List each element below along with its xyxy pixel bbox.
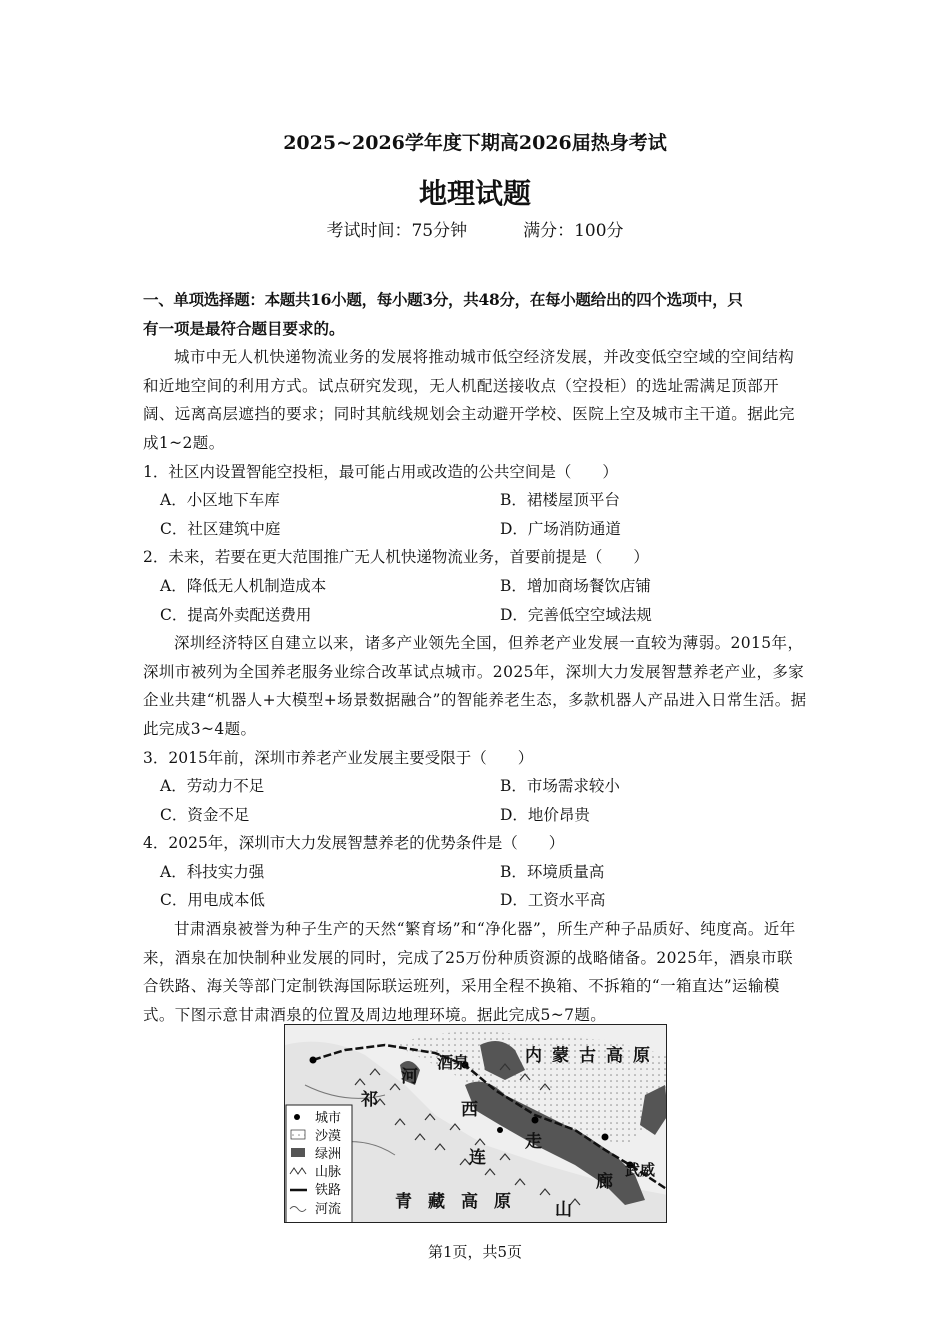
option[interactable]: A．小区地下车库 bbox=[160, 491, 280, 510]
city-dot bbox=[497, 1127, 503, 1133]
legend-city-icon bbox=[294, 1114, 300, 1120]
question-options bbox=[143, 486, 807, 543]
option[interactable]: C．资金不足 bbox=[160, 805, 250, 824]
subject-title: 地理试题 bbox=[418, 177, 531, 210]
city-dot bbox=[602, 1134, 609, 1141]
qilian-label: 连 bbox=[469, 1148, 486, 1168]
option[interactable]: C．用电成本低 bbox=[160, 891, 265, 910]
legend-desert-icon bbox=[291, 1130, 305, 1139]
question-stem: 2．未来，若要在更大范围推广无人机快递物流业务，首要前提是（ ） bbox=[143, 548, 649, 567]
corridor-label: 西 bbox=[461, 1100, 478, 1120]
option[interactable]: D．广场消防通道 bbox=[500, 519, 621, 538]
corridor-label: 走 bbox=[525, 1132, 542, 1152]
qilian-label: 祁 bbox=[361, 1090, 378, 1110]
city-label-jiuquan: 酒泉 bbox=[437, 1053, 470, 1072]
exam-score: 满分：100分 bbox=[523, 221, 624, 241]
option[interactable]: A．劳动力不足 bbox=[160, 777, 265, 796]
legend-label: 铁路 bbox=[315, 1183, 342, 1198]
option[interactable]: B．市场需求较小 bbox=[500, 777, 620, 796]
legend-label: 城市 bbox=[315, 1111, 342, 1126]
option[interactable]: B．裙楼屋顶平台 bbox=[500, 491, 620, 510]
passage: 城市中无人机快递物流业务的发展将推动城市低空经济发展，并改变低空空域的空间结构和近地空间的利用方式。试点研究发现，无人机配送接收点（空投柜）的选址需满足顶部开阔、远离高层遮挡的要求；同时其航线规划会主动避开学校、医院上空及城市主干道。据此完成1~2题。 bbox=[143, 348, 795, 452]
question-options bbox=[143, 572, 807, 629]
corridor-label: 廊 bbox=[596, 1172, 613, 1192]
exam-meta bbox=[0, 216, 950, 241]
option[interactable]: C．提高外卖配送费用 bbox=[160, 605, 312, 624]
jiuquan-map bbox=[284, 1024, 667, 1223]
exam-content bbox=[143, 286, 807, 1029]
qilian-label: 山 bbox=[555, 1200, 572, 1220]
option[interactable]: D．完善低空空域法规 bbox=[500, 605, 652, 624]
city-label-wuwei: 武威 bbox=[625, 1161, 656, 1179]
question-stem: 4．2025年，深圳市大力发展智慧养老的优势条件是（ ） bbox=[143, 834, 565, 853]
passage: 深圳经济特区自建立以来，诸多产业领先全国，但养老产业发展一直较为薄弱。2015年，深圳市被列为全国养老服务业综合改革试点城市。2025年，深圳大力发展智慧养老产业，多家企业共建“机器人+大模型+场景数据融合”的智能养老生态，多款机器人产品进入日常生活。据此完成3~4题。 bbox=[143, 634, 807, 738]
section-heading-line: 有一项是最符合题目要求的。 bbox=[143, 318, 345, 338]
option[interactable]: D．工资水平高 bbox=[500, 891, 606, 910]
city-dot bbox=[532, 1117, 539, 1124]
legend-label: 绿洲 bbox=[315, 1147, 342, 1162]
region-label-inner-mongolia: 内蒙古高原 bbox=[525, 1046, 660, 1066]
exam-title: 2025~2026学年度下期高2026届热身考试 bbox=[283, 132, 667, 154]
passage: 甘肃酒泉被誉为种子生产的天然“繁育场”和“净化器”，所生产种子品质好、纯度高。近年来，酒泉在加快制种业发展的同时，完成了25万份种质资源的战略储备。2025年，酒泉市联合铁路、海关等部门定制铁海国际联运班列，采用全程不换箱、不拆箱的“一箱直达”运输模式。下图示意甘肃酒泉的位置及周边地理环境。据此完成5~7题。 bbox=[143, 920, 796, 1024]
option[interactable]: B．环境质量高 bbox=[500, 862, 605, 881]
exam-time: 考试时间：75分钟 bbox=[326, 221, 468, 241]
legend-oasis-icon bbox=[291, 1148, 305, 1157]
question-options bbox=[143, 772, 807, 829]
legend-label: 山脉 bbox=[315, 1165, 342, 1180]
option[interactable]: D．地价昂贵 bbox=[500, 805, 590, 824]
question-stem: 1．社区内设置智能空投柜，最可能占用或改造的公共空间是（ ） bbox=[143, 462, 618, 481]
option[interactable]: A．科技实力强 bbox=[160, 862, 265, 881]
corridor-label: 河 bbox=[401, 1067, 418, 1087]
section-heading bbox=[143, 286, 807, 343]
option[interactable]: C．社区建筑中庭 bbox=[160, 519, 281, 538]
region-label-qingzang: 青藏高原 bbox=[395, 1192, 527, 1212]
question-stem: 3．2015年前，深圳市养老产业发展主要受限于（ ） bbox=[143, 748, 534, 767]
map-graphic bbox=[285, 1025, 667, 1223]
option[interactable]: B．增加商场餐饮店铺 bbox=[500, 576, 651, 595]
page-footer: 第1页，共5页 bbox=[427, 1243, 523, 1261]
legend-label: 河流 bbox=[315, 1202, 342, 1217]
section-heading-line: 一、单项选择题：本题共16小题，每小题3分，共48分，在每小题给出的四个选项中，只 bbox=[143, 290, 743, 309]
question-options bbox=[143, 858, 807, 915]
option[interactable]: A．降低无人机制造成本 bbox=[160, 576, 327, 595]
city-dot bbox=[310, 1057, 317, 1064]
legend-label: 沙漠 bbox=[315, 1129, 342, 1144]
